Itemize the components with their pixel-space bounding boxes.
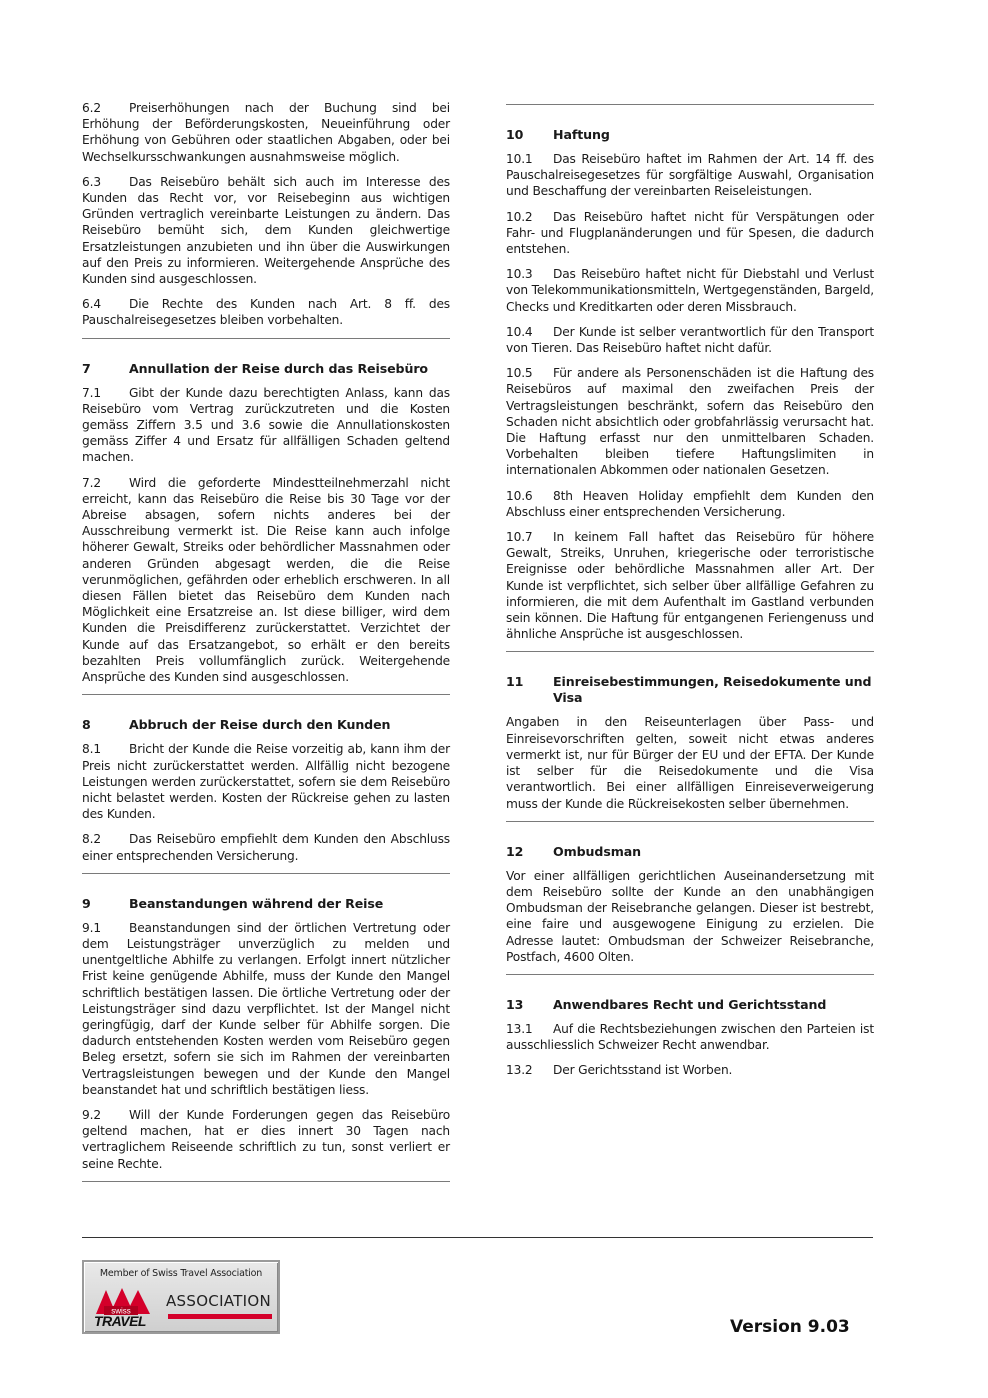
- section-divider: [82, 1181, 450, 1182]
- swiss-travel-association-logo: [82, 1260, 280, 1334]
- svg-text:TRAVEL: TRAVEL: [94, 1313, 146, 1328]
- clause-6-3: 6.3 Das Reisebüro behält sich auch im Interesse des Kunden das Recht vor, vor Reisebeginn aus wichtigen Gründen vertraglich vereinbarte Leistungen zu ändern. Das Reisebüro bemüht sich, dem Kunden gleichwertige Ersatzleistungen anzubieten und ihn über die Auswirkungen auf den Preis zu informieren. Weitergehende Ansprüche des Kunden sind ausgeschlossen.: [82, 174, 450, 287]
- logo-association-word: ASSOCIATION: [166, 1292, 272, 1310]
- logo-red-bar: [168, 1314, 272, 1319]
- clause-10-7: 10.7 In keinem Fall haftet das Reisebüro für höhere Gewalt, Streiks, Unruhen, kriegerische oder terroristische Ereignisse oder behördliche Massnahmen aller Art. Der Kunde ist verpflichtet, sich selber über allfällige Gefahren zu informieren, die mit dem Aufenthalt im Gastland verbunden sein können. Die Haftung für entgangenen Feriengenuss und ähnliche Ansprüche ist ausgeschlossen.: [506, 530, 874, 642]
- clause-10-1: 10.1 Das Reisebüro haftet im Rahmen der Art. 14 ff. des Pauschalreisegesetzes für sorgfältige Auswahl, Organisation und Beschaffung der vereinbarten Reiseleistungen.: [506, 152, 874, 199]
- clause-10-2: 10.2 Das Reisebüro haftet nicht für Verspätungen oder Fahr- und Flugplanänderungen und für Spesen, die dadurch entstehen.: [506, 209, 874, 257]
- clause-11-text: Angaben in den Reiseunterlagen über Pass- und Einreisevorschriften gelten, soweit nicht etwas anderes vermerkt ist, nur für Bürger der EU und der EFTA. Der Kunde ist selber für die Reisedokumente und die Visa verantwortlich. Bei einer allfälligen Einreiseverweigerung muss der Kunde die Rückreisekosten selber übernehmen.: [506, 715, 874, 811]
- svg-text:swiss: swiss: [111, 1306, 131, 1316]
- section-11-heading: 11 Einreisebestimmungen, Reisedokumente und Visa: [506, 674, 872, 706]
- clause-13-1: 13.1 Auf die Rechtsbeziehungen zwischen den Parteien ist ausschliesslich Schweizer Recht anwendbar.: [506, 1021, 874, 1053]
- section-7-heading: 7 Annullation der Reise durch das Reisebüro: [82, 360, 428, 376]
- swiss-travel-mountains-icon: [92, 1284, 160, 1328]
- footer-divider: [82, 1237, 873, 1238]
- clause-10-4: 10.4 Der Kunde ist selber verantwortlich für den Transport von Tieren. Das Reisebüro haftet nicht dafür.: [506, 324, 874, 356]
- section-9-heading: 9 Beanstandungen während der Reise: [82, 895, 384, 911]
- section-8-heading: 8 Abbruch der Reise durch den Kunden: [82, 717, 391, 733]
- clause-10-6: 10.6 8th Heaven Holiday empfiehlt dem Kunden den Abschluss einer entsprechenden Versicherung.: [506, 488, 874, 519]
- section-12-heading: 12 Ombudsman: [506, 843, 642, 859]
- clause-8-1: 8.1 Bricht der Kunde die Reise vorzeitig ab, kann ihm der Preis nicht zurückerstattet werden. Allfällig nicht bezogene Leistungen werden zurückerstattet, sofern sie dem Reisebüro nicht belastet werden. Kosten der Rückreise gehen zu lasten des Kunden.: [82, 742, 450, 822]
- clause-13-2: 13.2 Der Gerichtsstand ist Worben.: [506, 1063, 733, 1078]
- clause-6-4: 6.4 Die Rechte des Kunden nach Art. 8 ff. des Pauschalreisegesetzes bleiben vorbehalten.: [82, 297, 450, 328]
- version-label: Version 9.03: [730, 1317, 850, 1337]
- left-column: [82, 100, 450, 1182]
- clause-6-2: 6.2 Preiserhöhungen nach der Buchung sind bei Erhöhung der Beförderungskosten, Neueinführung oder Erhöhung von Gebühren oder staatlichen Abgaben, oder bei Wechselkursschwankungen ausnahmsweise möglich.: [82, 101, 450, 164]
- clause-10-5: 10.5 Für andere als Personenschäden ist die Haftung des Reisebüros auf maximal den zweifachen Preis der Vertragsleistungen beschränkt, sofern das Reisebüro den Schaden nicht absichtlich oder grobfahrlässig verursacht hat. Die Haftung erfasst nur den unmittelbaren Schaden. Vorbehalten bleiben tiefere Haftungslimiten in internationalen Abkommen oder nationalen Gesetzen.: [506, 366, 874, 478]
- logo-caption: Member of Swiss Travel Association: [99, 1268, 263, 1279]
- clause-12-text: Vor einer allfälligen gerichtlichen Auseinandersetzung mit dem Reisebüro sollte der Kunde an den unabhängigen Ombudsman der Reisebranche gelangen. Dieser ist bestrebt, eine faire und ausgewogene Einigung zu erzielen. Die Adresse lautet: Ombudsman der Schweizer Reisebranche, Postfach, 4600 Olten.: [506, 868, 874, 964]
- clause-9-1: 9.1 Beanstandungen sind der örtlichen Vertretung oder dem Leistungsträger unverzüglich zu melden und unentgeltliche Abhilfe zu verlangen. Erfolgt innert nützlicher Frist keine genügende Abhilfe, muss der Kunde den Mangel schriftlich bestätigen lassen. Die örtliche Vertretung oder der Leistungsträger sind dazu verpflichtet. Ist der Mangel nicht geringfügig, darf der Kunde selber für Abhilfe sorgen. Die dadurch entstehenden Kosten werden vom Reisebüro gegen Beleg ersetzt, sofern sie sich im Rahmen der vereinbarten Vertragsleistungen bewegen und der Kunde den Mangel beanstandet hat und schriftlich bestätigen liess.: [82, 920, 450, 1097]
- clause-7-2: 7.2 Wird die geforderte Mindestteilnehmerzahl nicht erreicht, kann das Reisebüro die Reise bis 30 Tage vor der Abreise absagen, sofern nichts anderes bei der Ausschreibung vermerkt ist. Die Reise kann auch infolge höherer Gewalt, Streiks oder behördlicher Massnahmen oder anderen Gründen abgesagt werden, die die Reise verunmöglichen, gefährden oder erheblich erschweren. In all diesen Fällen bietet das Reisebüro dem Kunden nach Möglichkeit eine Ersatzreise an. Ist diese billiger, wird dem Kunden die Preisdifferenz zurückerstattet. Verzichtet der Kunde auf das Ersatzangebot, so erhält er den bereits bezahlten Preis vollumfänglich zurück. Weitergehende Ansprüche des Kunden sind ausgeschlossen.: [82, 475, 450, 685]
- section-10-heading: 10 Haftung: [506, 127, 610, 142]
- section-13-heading: 13 Anwendbares Recht und Gerichtsstand: [506, 996, 827, 1012]
- clause-7-1: 7.1 Gibt der Kunde dazu berechtigten Anlass, kann das Reisebüro vom Vertrag zurückzutreten und die Kosten gemäss Ziffern 3.5 und 3.6 sowie die Annullationskosten gemäss Ziffer 4 und Ersatz für allfälligen Schaden geltend machen.: [82, 385, 450, 465]
- clause-9-2: 9.2 Will der Kunde Forderungen gegen das Reisebüro geltend machen, hat er dies innert 30 Tagen nach vertraglichem Reiseende schriftlich zu tun, sonst verliert er seine Rechte.: [82, 1107, 450, 1171]
- right-column: [506, 100, 874, 1088]
- clause-8-2: 8.2 Das Reisebüro empfiehlt dem Kunden den Abschluss einer entsprechenden Versicherung.: [82, 832, 450, 863]
- clause-10-3: 10.3 Das Reisebüro haftet nicht für Diebstahl und Verlust von Telekommunikationsmitteln, Wertgegenständen, Bargeld, Checks und Kreditkarten oder deren Missbrauch.: [506, 267, 875, 314]
